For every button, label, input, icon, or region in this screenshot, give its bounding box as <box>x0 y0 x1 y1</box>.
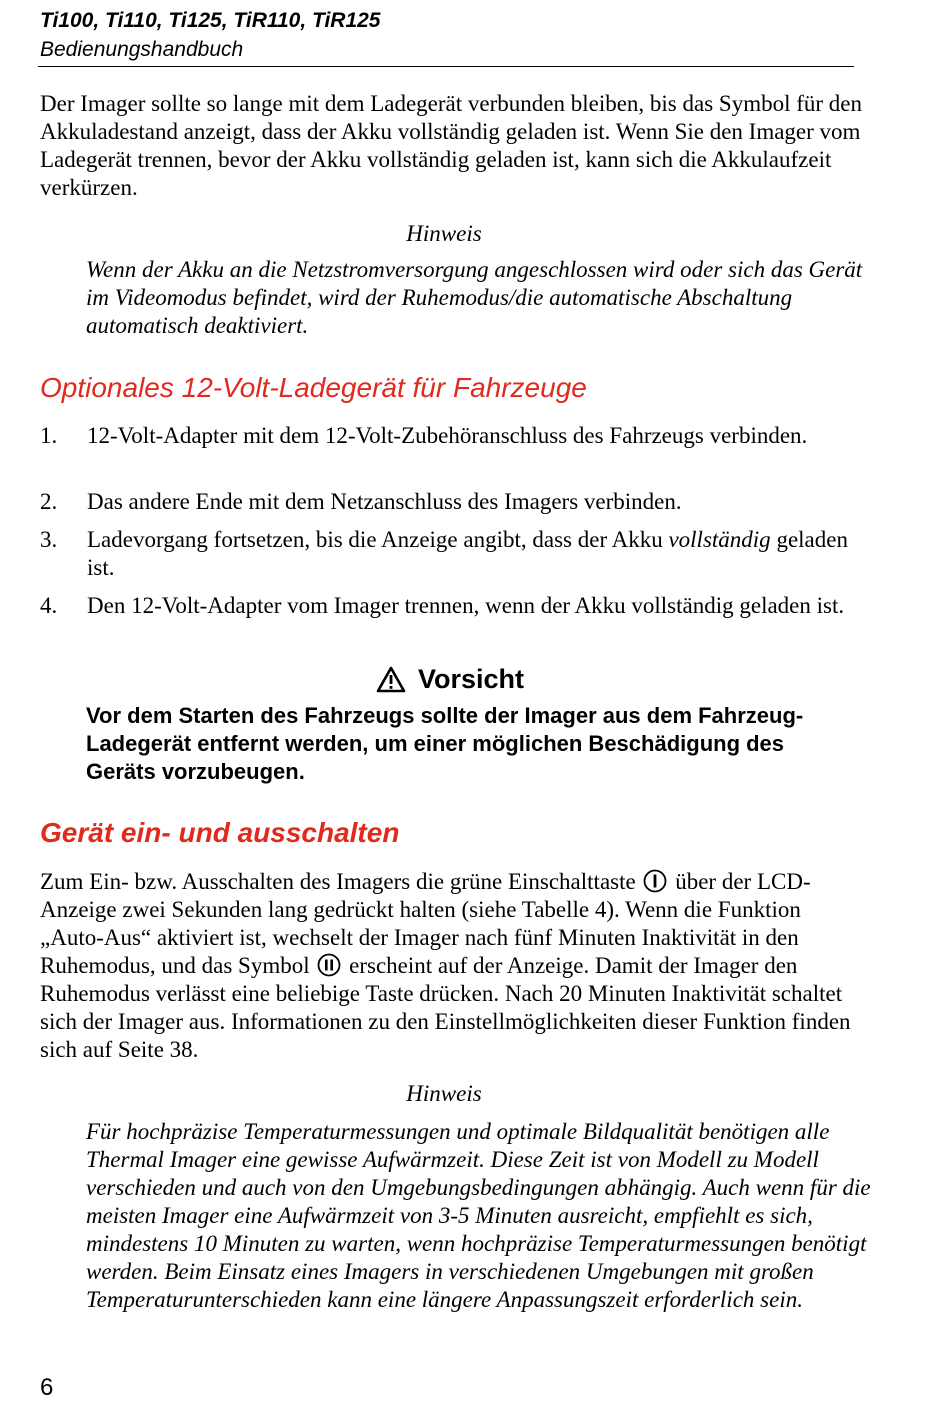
note-heading: Hinweis <box>406 1081 482 1106</box>
step-number: 4. <box>40 593 58 618</box>
section-heading-charger: Optionales 12-Volt-Ladegerät für Fahrzeuge <box>40 372 587 403</box>
power-paragraph <box>40 868 870 1064</box>
caution-heading <box>0 662 900 696</box>
note-text: Für hochpräzise Temperaturmessungen und optimale Bildqualität benötigen alle Thermal Imager eine gewisse Aufwärmzeit. Diese Zeit ist von Modell zu Modell verschieden und auch von den Umgebungsbedingungen abhängig. Auch wenn für die meisten Imager eine Aufwärmzeit von 3-5 Minuten ausreicht, empfiehlt es sich, mindestens 10 Minuten zu warten, wenn hochpräzise Temperaturmessungen benötigt werden. Beim Einsatz eines Imagers in verschiedenen Umgebungen mit großen Temperaturunterschieden kann eine längere Anpassungszeit erforderlich sein. <box>86 1119 871 1312</box>
page-number: 6 <box>40 1374 54 1401</box>
document-subtitle: Bedienungshandbuch <box>40 38 244 61</box>
step-text-emphasis: vollständig <box>668 527 771 552</box>
power-paragraph-part: über der LCD-Anzeige zwei Sekunden lang gedrückt halten (siehe Tabelle 4). Wenn die Funktion „Auto-Aus“ aktiviert ist, wechselt der Imager nach fünf Minuten Inaktivität in den Ruhemodus, und das Symbol <box>40 869 811 978</box>
step-text: Den 12-Volt-Adapter vom Imager trennen, wenn der Akku vollständig geladen ist. <box>87 593 845 618</box>
step-text-part: Ladevorgang fortsetzen, bis die Anzeige angibt, dass der Akku <box>87 527 669 552</box>
section-heading-power: Gerät ein- und ausschalten <box>40 817 400 848</box>
pause-circle-icon <box>317 953 341 977</box>
step-number: 2. <box>40 489 58 514</box>
step-text <box>87 526 867 582</box>
caution-text: Vor dem Starten des Fahrzeugs sollte der Imager aus dem Fahrzeug-Ladegerät entfernt werden, um einer möglichen Beschädigung des Geräts vorzubeugen. <box>86 703 804 784</box>
step-text: Das andere Ende mit dem Netzanschluss des Imagers verbinden. <box>87 489 682 514</box>
intro-paragraph: Der Imager sollte so lange mit dem Ladegerät verbunden bleiben, bis das Symbol für den Akkuladestand anzeigt, dass der Akku vollständig geladen ist. Wenn Sie den Imager vom Ladegerät trennen, bevor der Akku vollständig geladen ist, kann sich die Akkulaufzeit verkürzen. <box>40 91 863 200</box>
step-text: 12-Volt-Adapter mit dem 12-Volt-Zubehöranschluss des Fahrzeugs verbinden. <box>87 423 808 448</box>
caution-title: Vorsicht <box>417 663 525 694</box>
power-paragraph-part: Zum Ein- bzw. Ausschalten des Imagers die grüne Einschalttaste <box>40 869 636 894</box>
note-text: Wenn der Akku an die Netzstromversorgung angeschlossen wird oder sich das Gerät im Videomodus befindet, wird der Ruhemodus/die automatische Abschaltung automatisch deaktiviert. <box>86 257 863 338</box>
power-button-icon <box>643 869 667 893</box>
power-paragraph-part: erscheint auf der Anzeige. Damit der Imager den Ruhemodus verlässt eine beliebige Taste drücken. Nach 20 Minuten Inaktivität schaltet sich der Imager aus. Informationen zu den Einstellmöglichkeiten dieser Funktion finden sich auf Seite 38. <box>40 953 851 1062</box>
step-text-part: geladen ist. <box>87 527 848 580</box>
document-title: Ti100, Ti110, Ti125, TiR110, TiR125 <box>40 9 381 32</box>
header-divider <box>38 66 854 67</box>
step-number: 1. <box>40 423 58 448</box>
step-number: 3. <box>40 527 58 552</box>
warning-triangle-icon <box>376 666 406 693</box>
note-heading: Hinweis <box>406 221 482 246</box>
